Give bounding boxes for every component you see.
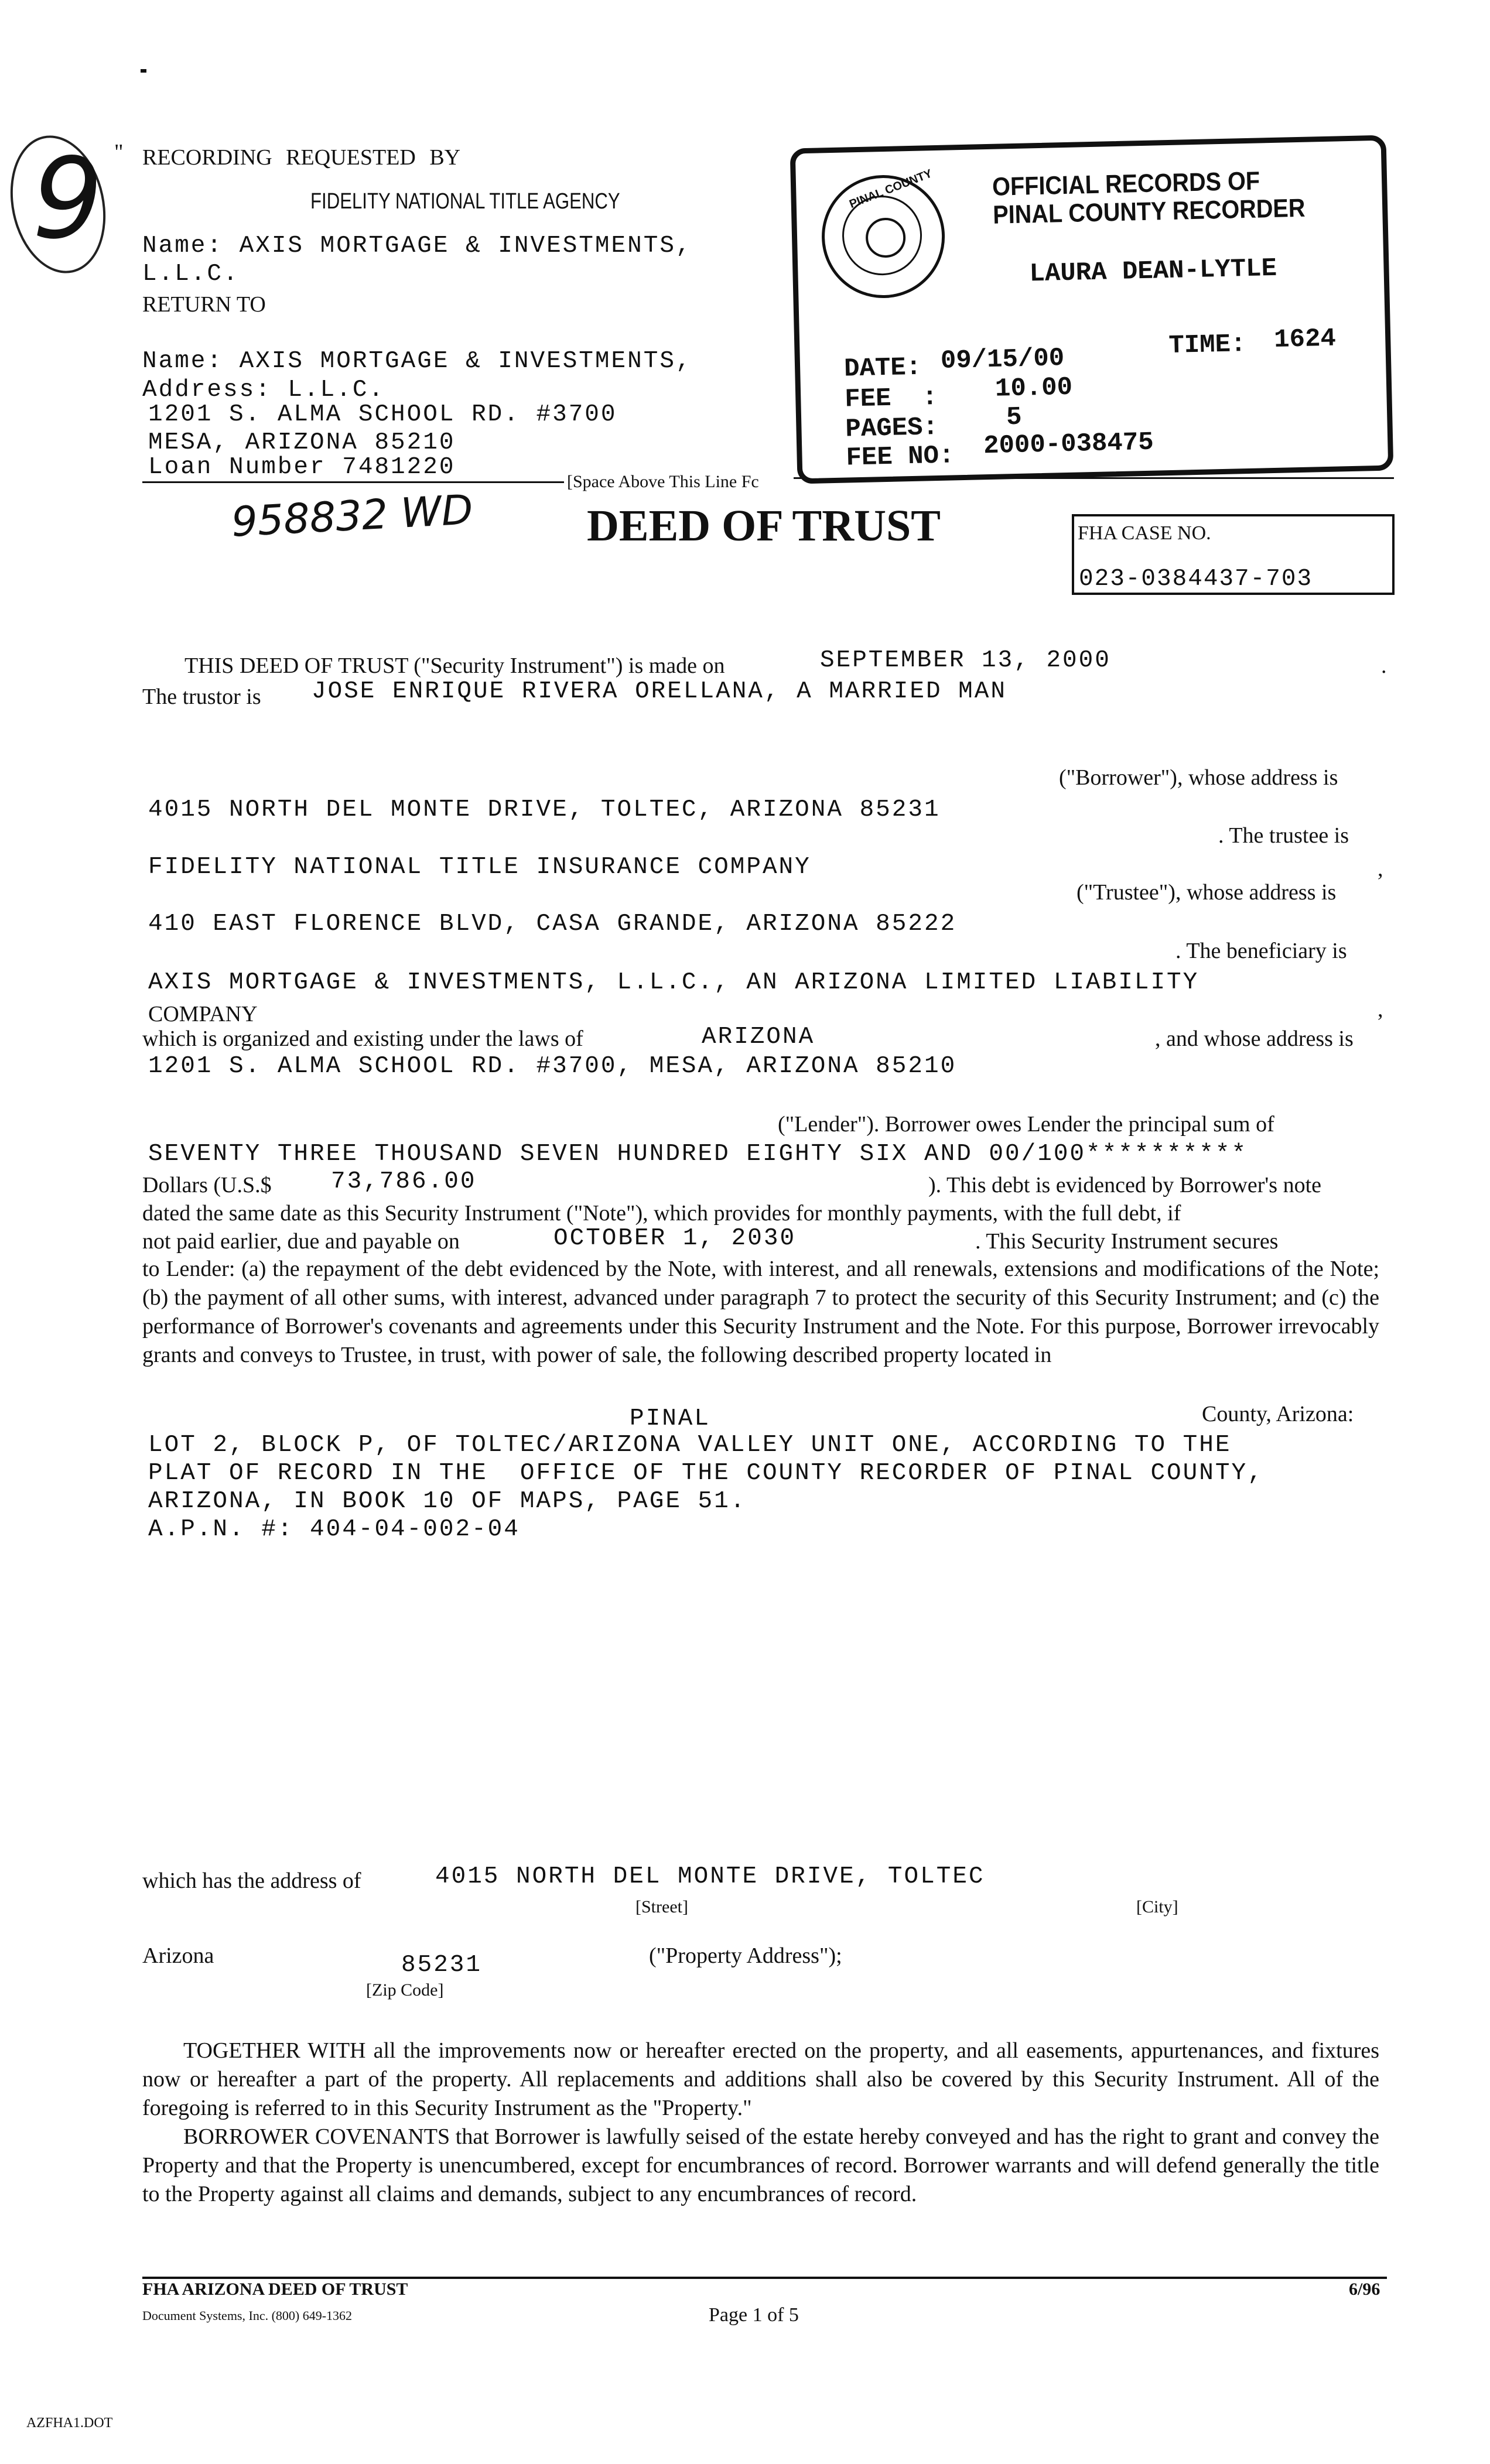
amount-words: SEVENTY THREE THOUSAND SEVEN HUNDRED EIGHTY SIX AND 00/100**********	[148, 1141, 1248, 1168]
space-line-left	[142, 481, 564, 483]
has-address-label: which has the address of	[142, 1868, 361, 1893]
instrument-date: SEPTEMBER 13, 2000	[820, 647, 1111, 674]
maturity-date: OCTOBER 1, 2030	[553, 1225, 797, 1252]
recording-requested-by: RECORDING REQUESTED BY	[142, 145, 461, 170]
stamp-date-label: DATE:	[843, 353, 922, 384]
debt-text: ). This debt is evidenced by Borrower's note	[928, 1173, 1321, 1197]
lender-name-2: COMPANY	[148, 1002, 258, 1026]
stamp-fee-label: FEE :	[844, 383, 938, 415]
fha-case-label: FHA CASE NO.	[1078, 522, 1211, 544]
form-title: FHA ARIZONA DEED OF TRUST	[142, 2280, 408, 2299]
form-date: 6/96	[1349, 2280, 1380, 2299]
apn-number: A.P.N. #: 404-04-002-04	[148, 1516, 520, 1543]
trustor-name: JOSE ENRIQUE RIVERA ORELLANA, A MARRIED MAN	[312, 678, 1007, 705]
trustee-label: ("Trustee"), whose address is	[1077, 880, 1337, 905]
note-line: dated the same date as this Security Instrument ("Note"), which provides for monthly payments, with the full debt, if	[142, 1201, 1181, 1226]
requester-name-cont: L.L.C.	[142, 261, 240, 288]
space-above-label: [Space Above This Line Fc	[567, 472, 759, 491]
property-zip: 85231	[401, 1952, 483, 1979]
stamp-fee: 10.00	[995, 372, 1073, 404]
borrower-label: ("Borrower"), whose address is	[1059, 765, 1338, 790]
stamp-date: 09/15/00	[940, 344, 1065, 376]
return-name: Name: AXIS MORTGAGE & INVESTMENTS,	[142, 348, 692, 375]
return-to: RETURN TO	[142, 292, 266, 317]
recorder-stamp	[790, 135, 1394, 484]
lender-label: ("Lender"). Borrower owes Lender the principal sum of	[778, 1112, 1274, 1137]
beneficiary-is: . The beneficiary is	[1175, 939, 1347, 963]
document-title: DEED OF TRUST	[587, 501, 941, 550]
lender-address: 1201 S. ALMA SCHOOL RD. #3700, MESA, ARIZONA 85210	[148, 1053, 957, 1080]
legal-description-3: ARIZONA, IN BOOK 10 OF MAPS, PAGE 51.	[148, 1488, 747, 1515]
due-label: not paid earlier, due and payable on	[142, 1229, 460, 1254]
county-label: County, Arizona:	[1202, 1402, 1354, 1426]
county-name: PINAL	[630, 1405, 711, 1432]
stamp-title-2: PINAL COUNTY RECORDER	[992, 193, 1306, 230]
comma-1: ,	[1378, 857, 1383, 881]
stamp-pages: 5	[1006, 402, 1023, 433]
state-name: Arizona	[142, 1943, 214, 1968]
return-address-line2: MESA, ARIZONA 85210	[148, 429, 456, 456]
street-caption: [Street]	[635, 1897, 688, 1917]
period-1: .	[1381, 653, 1387, 678]
filename: AZFHA1.DOT	[26, 2415, 113, 2431]
seal-text: PINAL COUNTY	[847, 167, 934, 211]
fha-case-number: 023-0384437-703	[1079, 566, 1313, 593]
comma-2: ,	[1378, 997, 1383, 1022]
stamp-fee-no: 2000-038475	[983, 427, 1154, 461]
quote-mark: "	[114, 140, 124, 165]
lender-state: ARIZONA	[702, 1024, 815, 1050]
property-street: 4015 NORTH DEL MONTE DRIVE, TOLTEC	[435, 1863, 985, 1890]
organized-label: which is organized and existing under the laws of	[142, 1026, 583, 1051]
secures-text: . This Security Instrument secures	[975, 1229, 1279, 1254]
agency-name: FIDELITY NATIONAL TITLE AGENCY	[310, 189, 620, 214]
legal-description-1: LOT 2, BLOCK P, OF TOLTEC/ARIZONA VALLEY UNIT ONE, ACCORDING TO THE	[148, 1432, 1232, 1459]
vendor-line: Document Systems, Inc. (800) 649-1362	[142, 2308, 353, 2323]
requester-name: Name: AXIS MORTGAGE & INVESTMENTS,	[142, 232, 692, 259]
together-paragraph: TOGETHER WITH all the improvements now or hereafter erected on the property, and all easements, appurtenances, and fixtures now or hereafter a part of the property. All replacements and additions shall also be covered by this Security Instrument. All of the foregoing is referred to in this Security Instrument as the "Property."	[142, 2038, 1379, 2120]
lender-name-1: AXIS MORTGAGE & INVESTMENTS, L.L.C., AN ARIZONA LIMITED LIABILITY	[148, 969, 1199, 996]
whose-address: , and whose address is	[1155, 1026, 1354, 1051]
county-seal	[821, 167, 946, 300]
trustee-name: FIDELITY NATIONAL TITLE INSURANCE COMPANY	[148, 854, 811, 881]
footer-rule	[142, 2277, 1387, 2279]
handwritten-number: 9	[32, 134, 103, 263]
stamp-time-label: TIME:	[1168, 330, 1247, 361]
stray-mark	[141, 69, 146, 73]
zip-caption: [Zip Code]	[366, 1980, 444, 2000]
property-address-label: ("Property Address");	[649, 1943, 842, 1968]
stamp-time: 1624	[1273, 324, 1337, 355]
dollars-label: Dollars (U.S.$	[142, 1173, 272, 1197]
stamp-fee-no-label: FEE NO:	[846, 441, 955, 473]
return-address-label: Address: L.L.C.	[142, 377, 385, 403]
made-on-label: THIS DEED OF TRUST ("Security Instrument") is made on	[184, 653, 725, 678]
recorder-name: LAURA DEAN-LYTLE	[1029, 254, 1277, 289]
fha-case-box	[1072, 514, 1395, 595]
borrower-address: 4015 NORTH DEL MONTE DRIVE, TOLTEC, ARIZONA 85231	[148, 796, 941, 823]
loan-amount: 73,786.00	[331, 1168, 477, 1195]
stamp-title-1: OFFICIAL RECORDS OF	[992, 166, 1260, 201]
return-address-line1: 1201 S. ALMA SCHOOL RD. #3700	[148, 401, 617, 428]
trustee-is: . The trustee is	[1218, 823, 1349, 848]
secures-paragraph: to Lender: (a) the repayment of the debt evidenced by the Note, with interest, and all renewals, extensions and modifications of the Note; (b) the payment of all other sums, with interest, advanced under paragraph 7 to protect the security of this Security Instrument; and (c) the performance of Borrower's covenants and agreements under this Security Instrument and the Note. For this purpose, Borrower irrevocably grants and conveys to Trustee, in trust, with power of sale, the following described property located in	[142, 1257, 1379, 1367]
city-caption: [City]	[1136, 1897, 1178, 1917]
legal-description-2: PLAT OF RECORD IN THE OFFICE OF THE COUNTY RECORDER OF PINAL COUNTY,	[148, 1460, 1264, 1487]
page-number: Page 1 of 5	[709, 2304, 799, 2326]
stamp-pages-label: PAGES:	[845, 413, 939, 444]
trustor-label: The trustor is	[142, 685, 261, 709]
covenants-paragraph: BORROWER COVENANTS that Borrower is lawfully seised of the estate hereby conveyed and has the right to grant and convey the Property and that the Property is unencumbered, except for encumbrances of record. Borrower warrants and will defend generally the title to the Property against all claims and demands, subject to any encumbrances of record.	[142, 2124, 1379, 2206]
trustee-address: 410 EAST FLORENCE BLVD, CASA GRANDE, ARIZONA 85222	[148, 911, 957, 937]
handwritten-note: 958832 WD	[230, 485, 474, 546]
loan-number: Loan Number 7481220	[148, 454, 456, 481]
